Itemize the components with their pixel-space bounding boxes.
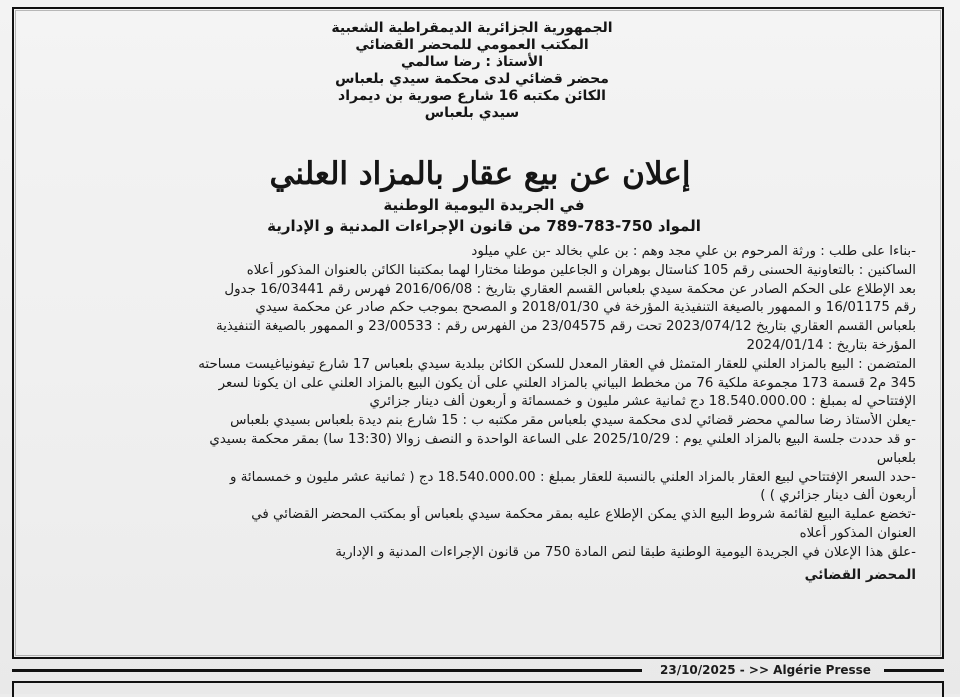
body-line-publication: -علق هذا الإعلان في الجريدة اليومية الوطنية طبقا لنص المادة 750 من قانون الإجراءات المدنية و الإدارية — [335, 544, 916, 560]
footer-rule-left — [12, 669, 642, 672]
body-line-correction: بلعباس القسم العقاري بتاريخ 2023/074/12 تحت رقم 23/04575 من الفهرس رقم : 23/00533 و الممهور بالصيغة التنفيذية — [216, 319, 916, 335]
header-line-city: سيدي بلعباس — [424, 105, 520, 121]
header-line-court: محضر قضائي لدى محكمة سيدي بلعباس — [335, 71, 609, 87]
body-line-opening-price: الإفتتاحي له بمبلغ : 18.540.000.00 دج ثمانية عشر مليون و خمسمائة و أربعون ألف دينار جزائري — [369, 394, 916, 410]
body-line-price-words: أربعون ألف دينار جزائري ) ) — [760, 488, 916, 504]
page-footer — [12, 660, 944, 680]
auction-notice — [12, 7, 944, 659]
body-line-subject: المتضمن : البيع بالمزاد العلني للعقار المتمثل في العقار المعدل للسكن الكائن ببلدية سيدي بلعباس 17 شارع تيفونياغيست مساحته — [198, 356, 916, 372]
body-line-session-location: بلعباس — [876, 450, 916, 466]
notice-header — [222, 20, 722, 122]
body-line-price-definition: -حدد السعر الإفتتاحي لبيع العقار بالمزاد العلني بالنسبة للعقار بمبلغ : 18.540.000.00 دج ( ثمانية عشر مليون و خمسمائة و — [229, 469, 916, 485]
body-line-sale-conditions: -تخضع عملية البيع لقائمة شروط البيع الذي يمكن الإطلاع عليه بمقر محكمة سيدي بلعباس أو بمكتب المحضر القضائي في — [251, 507, 916, 523]
body-line-request: -بناءا على طلب : ورثة المرحوم بن علي مجد وهم : بن علي بخالد -بن علي ميلود — [471, 244, 916, 259]
notice-body — [40, 243, 916, 651]
footer-date-source: 23/10/2025 - >> Algérie Presse — [660, 663, 871, 677]
body-line-enforcement-date: المؤرخة بتاريخ : 2024/01/14 — [746, 337, 916, 353]
notice-title: إعلان عن بيع عقار بالمزاد العلني — [269, 156, 691, 192]
header-line-address: الكائن مكتبه 16 شارع صورية بن ديمراد — [338, 88, 606, 104]
body-line-session-date: -و قد حددت جلسة البيع بالمزاد العلني يوم : 2025/10/29 على الساعة الواحدة و النصف زوالا (13:30 سا) بمقر محكمة بسيدي — [209, 431, 916, 447]
body-line-judgment: بعد الإطلاع على الحكم الصادر عن محكمة سيدي بلعباس القسم العقاري بتاريخ : 2016/06/08 فهرس رقم 16/03441 جدول — [224, 281, 916, 297]
body-line-property-details: 345 م2 قسمة 173 مجموعة ملكية 76 من مخطط البياني بالمزاد العلني على أن يكون البيع بالمزاد العلني على ان يكونا لسعر — [218, 375, 916, 391]
body-line-residence: الساكنين : بالتعاونية الحسنى رقم 105 كناستال بوهران و الجاعلين موطنا مختارا لهما بمكتبنا الكائن بالعنوان المذكور أعلاه — [246, 262, 916, 278]
notice-subtitle-articles: المواد 750-783-789 من قانون الإجراءات المدنية و الإدارية — [267, 217, 701, 235]
next-notice-border — [12, 681, 944, 697]
header-line-country: الجمهورية الجزائرية الديمقراطية الشعبية — [331, 20, 613, 36]
body-line-bailiff-announcement: -يعلن الأستاذ رضا سالمي محضر قضائي لدى محكمة سيدي بلعباس مقر مكتبه ب : 15 شارع بنم ديدة بلعباس بسيدي بلعباس — [230, 413, 916, 429]
signature-title: المحضر القضائي — [804, 566, 916, 583]
header-line-bailiff: الأستاذ : رضا سالمي — [400, 54, 544, 70]
notice-subtitle-newspaper: في الجريدة اليومية الوطنية — [383, 196, 585, 214]
header-line-office: المكتب العمومي للمحضر القضائي — [355, 37, 589, 53]
body-line-enforcement: رقم 16/01175 و الممهور بالصيغة التنفيذية المؤرخة في 2018/01/30 و المصحح بموجب حكم صادر عن محكمة سيدي — [255, 300, 916, 316]
body-line-conditions-address: العنوان المذكور أعلاه — [799, 525, 916, 541]
footer-rule-right — [884, 669, 944, 672]
